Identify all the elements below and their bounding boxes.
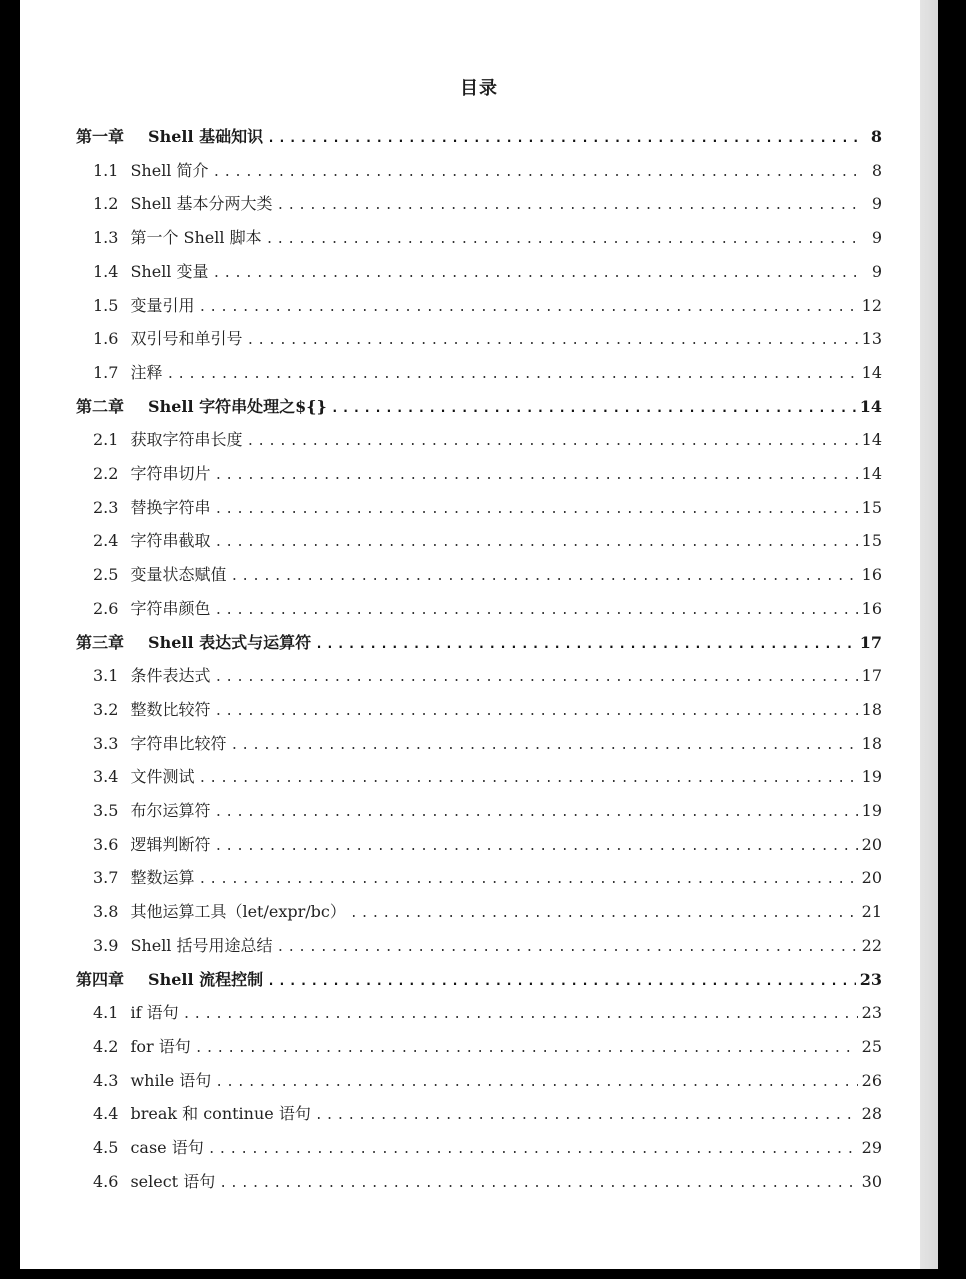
toc-leader-dots <box>267 122 864 156</box>
toc-section-entry[interactable] <box>93 996 882 1030</box>
toc-chapter-entry[interactable] <box>76 120 882 154</box>
toc-leader-dots <box>246 324 857 358</box>
toc-page-number: 25 <box>861 1036 882 1056</box>
toc-section-entry[interactable] <box>93 592 882 626</box>
toc-leader-dots <box>246 425 857 459</box>
toc-title: 目录 <box>460 78 498 99</box>
toc-leader-dots <box>215 1066 857 1100</box>
toc-entry-title: Shell 表达式与运算符 <box>148 632 312 652</box>
toc-entry-title: for 语句 <box>130 1036 191 1056</box>
toc-page-number: 28 <box>861 1104 882 1124</box>
toc-entry-number: 2.1 <box>93 430 119 450</box>
toc-entry-title: 字符串截取 <box>130 531 211 551</box>
toc-leader-dots <box>214 459 857 493</box>
toc-leader-dots <box>266 223 864 257</box>
toc-entry-title: 整数比较符 <box>130 699 211 719</box>
toc-section-entry[interactable] <box>93 659 882 693</box>
toc-page-number: 30 <box>861 1171 882 1191</box>
toc-entry-number: 1.4 <box>93 261 119 281</box>
toc-leader-dots <box>213 156 864 190</box>
toc-leader-dots <box>230 729 857 763</box>
toc-section-entry[interactable] <box>93 187 882 221</box>
toc-entry-number: 2.3 <box>93 497 119 517</box>
toc-entry-number: 1.2 <box>93 194 119 214</box>
toc-page-number: 9 <box>871 194 882 214</box>
toc-page-number: 16 <box>861 565 882 585</box>
toc-section-entry[interactable] <box>93 895 882 929</box>
toc-entry-title: case 语句 <box>130 1138 204 1157</box>
toc-section-entry[interactable] <box>93 828 882 862</box>
toc-page-number: 17 <box>861 666 882 686</box>
toc-leader-dots <box>214 526 857 560</box>
toc-entry-title: Shell 基本分两大类 <box>130 194 273 214</box>
toc-entry-title: while 语句 <box>130 1070 212 1090</box>
toc-entry-title: Shell 字符串处理之${} <box>148 396 327 416</box>
toc-section-entry[interactable] <box>93 457 882 491</box>
toc-section-entry[interactable] <box>93 693 882 727</box>
toc-entry-number: 1.5 <box>93 295 119 315</box>
toc-page-number: 19 <box>861 801 882 820</box>
toc-page-number: 21 <box>861 902 882 922</box>
toc-section-entry[interactable] <box>93 524 882 558</box>
toc-leader-dots <box>214 796 857 830</box>
toc-page-number: 14 <box>861 430 882 450</box>
toc-page-number: 12 <box>861 295 882 315</box>
toc-page-number: 8 <box>871 160 882 180</box>
toc-entry-title: 双引号和单引号 <box>130 329 243 349</box>
toc-section-entry[interactable] <box>93 1165 882 1199</box>
toc-leader-dots <box>183 998 858 1032</box>
toc-entry-title: 布尔运算符 <box>130 801 211 820</box>
toc-section-entry[interactable] <box>93 491 882 525</box>
toc-page-number: 26 <box>861 1070 882 1090</box>
toc-entry-number: 4.6 <box>93 1171 119 1191</box>
toc-page-number: 23 <box>861 1003 882 1023</box>
toc-section-entry[interactable] <box>93 1097 882 1131</box>
toc-page-number: 14 <box>861 464 882 483</box>
toc-leader-dots <box>214 493 857 527</box>
toc-section-entry[interactable] <box>93 423 882 457</box>
toc-page-number: 15 <box>861 497 882 517</box>
toc-section-entry[interactable] <box>93 356 882 390</box>
toc-entry-number: 3.9 <box>93 935 119 955</box>
toc-entry-number: 1.3 <box>93 228 119 248</box>
toc-entry-number: 3.4 <box>93 767 119 787</box>
toc-entry-title: Shell 基础知识 <box>148 127 264 146</box>
toc-entry-number: 2.5 <box>93 565 119 585</box>
toc-entry-number: 第三章 <box>76 632 125 652</box>
toc-leader-dots <box>277 931 858 965</box>
toc-entry-number: 4.2 <box>93 1036 119 1056</box>
toc-page-number: 29 <box>861 1138 882 1157</box>
toc-entry-title: 字符串比较符 <box>130 733 227 753</box>
toc-section-entry[interactable] <box>93 289 882 323</box>
toc-entry-title: 其他运算工具（let/expr/bc） <box>130 902 346 922</box>
toc-leader-dots <box>166 358 857 392</box>
toc-entry-number: 第四章 <box>76 969 125 989</box>
toc-entry-title: select 语句 <box>130 1171 216 1191</box>
toc-entry-number: 第二章 <box>76 396 125 416</box>
toc-page-number: 22 <box>861 935 882 955</box>
toc-section-entry[interactable] <box>93 255 882 289</box>
toc-section-entry[interactable] <box>93 760 882 794</box>
toc-leader-dots <box>198 863 857 897</box>
toc-entry-number: 1.1 <box>93 160 119 180</box>
toc-section-entry[interactable] <box>93 861 882 895</box>
toc-entry-number: 4.3 <box>93 1070 119 1090</box>
toc-chapter-entry[interactable] <box>76 626 882 660</box>
toc-chapter-entry[interactable] <box>76 963 882 997</box>
toc-leader-dots <box>315 628 856 662</box>
toc-entry-title: 条件表达式 <box>130 666 211 686</box>
toc-leader-dots <box>315 1099 858 1133</box>
toc-entry-title: 逻辑判断符 <box>130 834 211 854</box>
toc-entry-title: Shell 变量 <box>130 261 209 281</box>
toc-entry-title: 替换字符串 <box>130 497 211 517</box>
toc-section-entry[interactable] <box>93 322 882 356</box>
toc-entry-title: 字符串切片 <box>130 464 211 483</box>
toc-leader-dots <box>331 392 856 426</box>
toc-section-entry[interactable] <box>93 794 882 828</box>
toc-chapter-entry[interactable] <box>76 390 882 424</box>
toc-leader-dots <box>350 897 858 931</box>
page-edge <box>920 0 938 1269</box>
toc-section-entry[interactable] <box>93 154 882 188</box>
toc-entry-number: 3.3 <box>93 733 119 753</box>
toc-entry-title: break 和 continue 语句 <box>130 1104 311 1124</box>
toc-leader-dots <box>195 1032 858 1066</box>
toc-page-number: 13 <box>861 329 882 349</box>
toc-entry-title: if 语句 <box>130 1003 179 1023</box>
toc-entry-title: 第一个 Shell 脚本 <box>130 228 262 248</box>
toc-entry-number: 4.4 <box>93 1104 119 1124</box>
toc-leader-dots <box>214 594 857 628</box>
toc-section-entry[interactable] <box>93 727 882 761</box>
toc-section-entry[interactable] <box>93 929 882 963</box>
toc-entry-title: 变量引用 <box>130 295 195 315</box>
toc-entry-number: 3.6 <box>93 834 119 854</box>
toc-leader-dots <box>198 291 857 325</box>
toc-page-number: 16 <box>861 598 882 618</box>
toc-entry-title: 获取字符串长度 <box>130 430 243 450</box>
toc-page-number: 8 <box>870 127 882 146</box>
toc-entry-title: 注释 <box>130 362 163 382</box>
toc-page-number: 23 <box>859 969 882 989</box>
toc-page-number: 20 <box>861 868 882 888</box>
toc-entry-number: 第一章 <box>76 127 125 146</box>
toc-leader-dots <box>267 965 856 999</box>
toc-entry-number: 4.1 <box>93 1003 119 1023</box>
toc-leader-dots <box>214 830 857 864</box>
toc-entry-title: 文件测试 <box>130 767 195 787</box>
toc-section-entry[interactable] <box>93 1131 882 1165</box>
toc-page-number: 17 <box>859 632 882 652</box>
toc-entry-title: Shell 流程控制 <box>148 969 264 989</box>
toc-section-entry[interactable] <box>93 221 882 255</box>
toc-entry-number: 3.7 <box>93 868 119 888</box>
toc-entry-number: 4.5 <box>93 1138 119 1157</box>
toc-leader-dots <box>213 257 864 291</box>
toc-leader-dots <box>277 189 864 223</box>
toc-entry-title: Shell 简介 <box>130 160 209 180</box>
toc-page-number: 9 <box>871 228 882 248</box>
toc-section-entry[interactable] <box>93 1030 882 1064</box>
toc-entry-number: 2.6 <box>93 598 119 618</box>
toc-entry-number: 3.5 <box>93 801 119 820</box>
toc-entry-number: 2.4 <box>93 531 119 551</box>
toc-section-entry[interactable] <box>93 558 882 592</box>
toc-leader-dots <box>214 661 857 695</box>
toc-page-number: 9 <box>871 261 882 281</box>
toc-entry-number: 1.6 <box>93 329 119 349</box>
toc-entry-number: 2.2 <box>93 464 119 483</box>
toc-entry-number: 3.1 <box>93 666 119 686</box>
toc-leader-dots <box>219 1167 857 1201</box>
toc-entry-number: 3.2 <box>93 699 119 719</box>
toc-entry-number: 1.7 <box>93 362 119 382</box>
toc-page-number: 18 <box>861 699 882 719</box>
toc-page-number: 19 <box>861 767 882 787</box>
document-page <box>20 0 938 1269</box>
toc-entry-title: 变量状态赋值 <box>130 565 227 585</box>
toc-entry-title: 字符串颜色 <box>130 598 211 618</box>
toc-entry-title: 整数运算 <box>130 868 195 888</box>
toc-leader-dots <box>198 762 857 796</box>
toc-leader-dots <box>230 560 857 594</box>
toc-page-number: 14 <box>861 362 882 382</box>
toc-page-number: 14 <box>859 396 882 416</box>
toc-page-number: 15 <box>861 531 882 551</box>
toc-leader-dots <box>208 1133 858 1167</box>
toc-leader-dots <box>214 695 857 729</box>
toc-page-number: 20 <box>861 834 882 854</box>
toc-page-number: 18 <box>861 733 882 753</box>
toc-entry-title: Shell 括号用途总结 <box>130 935 273 955</box>
toc-section-entry[interactable] <box>93 1064 882 1098</box>
toc-entry-number: 3.8 <box>93 902 119 922</box>
